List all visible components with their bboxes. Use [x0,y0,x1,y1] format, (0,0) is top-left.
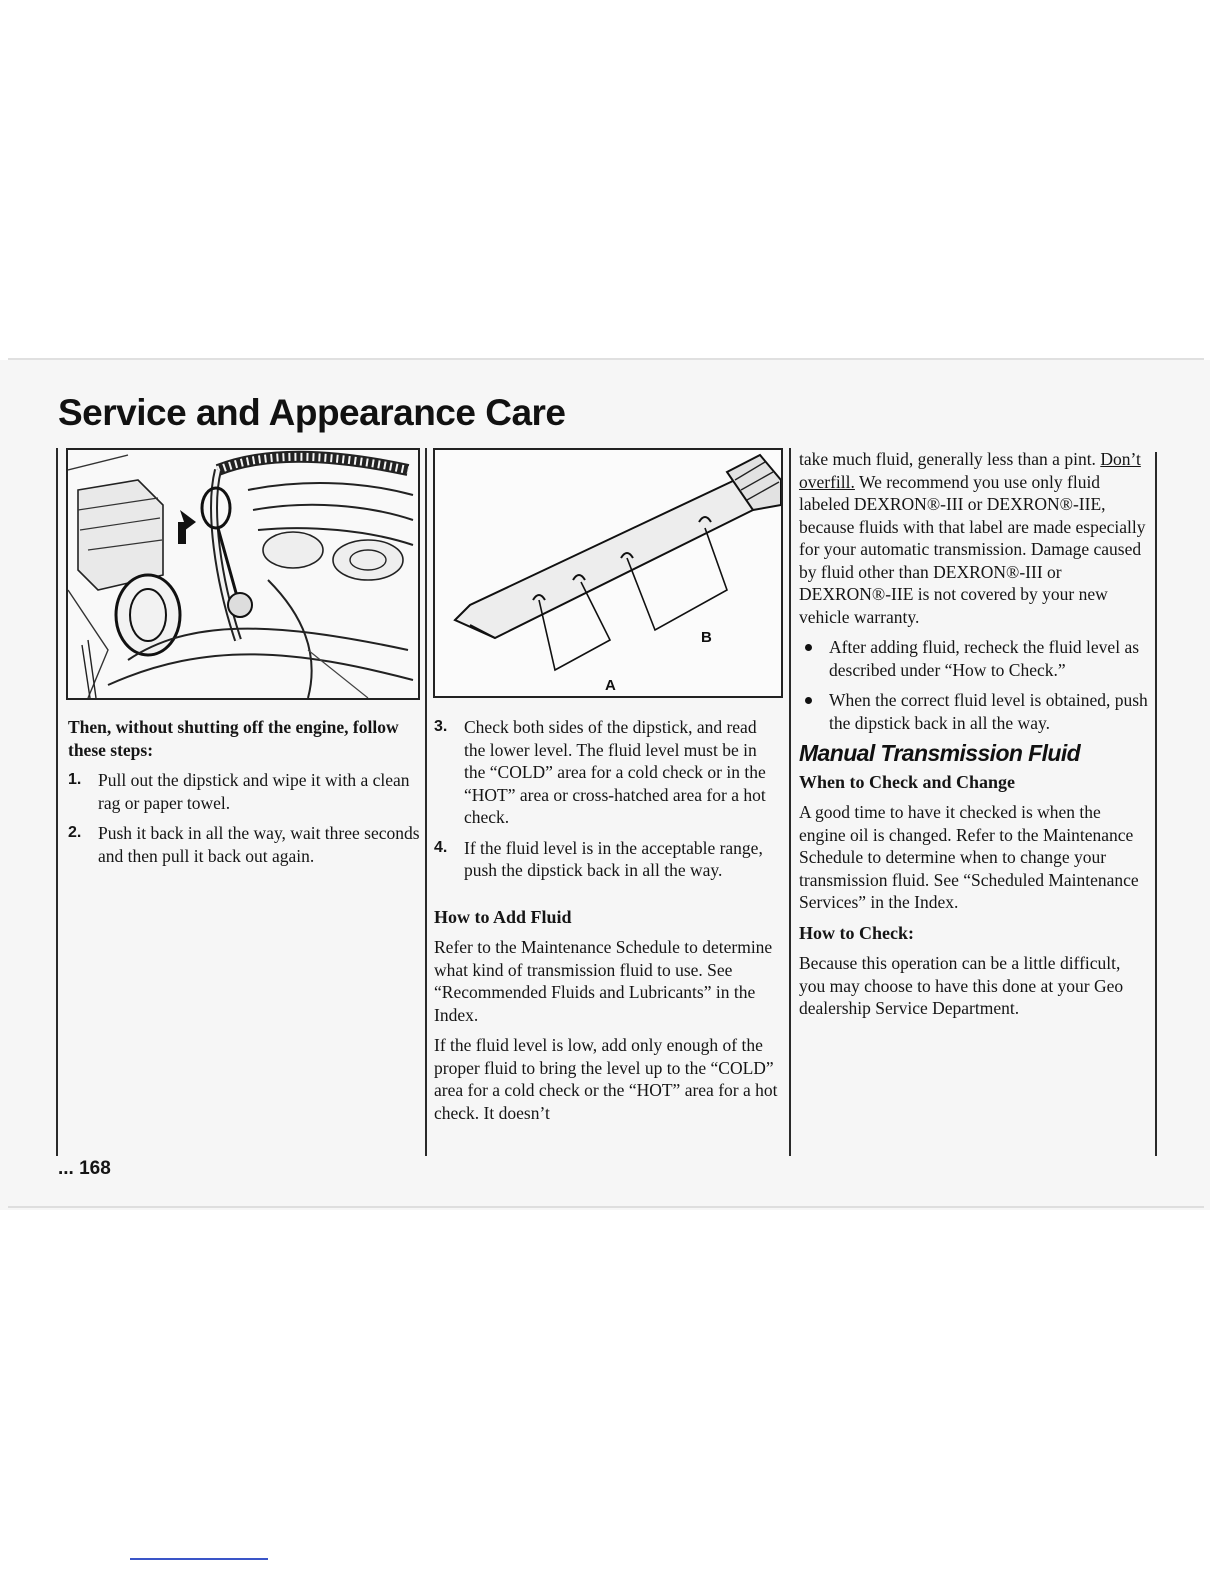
steps-list-middle [434,716,780,882]
step-text: If the fluid level is in the acceptable range, push the dipstick back in all the way. [464,837,763,880]
page-title: Service and Appearance Care [58,392,566,433]
bottom-divider [8,1206,1204,1208]
page-number: ... 168 [58,1158,111,1179]
step-number: 4. [434,838,448,856]
callout-a-label: A [605,677,616,694]
paragraph-rest: We recommend you use only fluid labeled DEXRON®-III or DEXRON®-IIE, because fluids with that label are made especially for your automatic transmission. Damage caused by fluid other than DEXRON®-III or DEXRON®-IIE is not covered by your new vehicle warranty. [799,471,1146,627]
step-text: Push it back in all the way, wait three seconds and then pull it back out again. [98,823,420,866]
how-to-check-paragraph: Because this operation can be a little difficult, you may choose to have this done at your Geo dealership Service Department. [799,953,1124,1018]
fluid-warning-paragraph [799,448,1149,628]
step-number: 3. [434,718,448,735]
bullet-item [799,689,1149,734]
step-3 [434,716,780,829]
how-to-add-fluid-heading: How to Add Fluid [434,906,572,927]
dont-overfill-warning: Don’t overfill. [799,449,1141,492]
step-1 [68,769,420,814]
top-divider [8,358,1204,360]
dipstick-level-illustration [433,448,783,698]
column-rule-right [789,448,791,1156]
scan-artifact-line [130,1558,268,1560]
how-to-add-paragraph-1: Refer to the Maintenance Schedule to determine what kind of transmission fluid to use. See “Recommended Fluids and Lubricants” in the Index. [434,937,773,1025]
column-rule-middle [425,448,427,1156]
right-column [799,448,1149,1028]
left-column [68,716,420,875]
steps-intro: Then, without shutting off the engine, follow these steps: [68,717,399,760]
how-to-add-paragraph-2: If the fluid level is low, add only enough of the proper fluid to bring the level up to the “COLD” area for a cold check or the “HOT” area for a hot check. It doesn’t [434,1035,778,1123]
step-text: Pull out the dipstick and wipe it with a clean rag or paper towel. [98,770,410,813]
bullet-text: When the correct fluid level is obtained, push the dipstick back in all the way. [829,690,1148,733]
callout-b-label: B [701,629,712,646]
middle-column [434,716,780,1132]
when-to-check-heading: When to Check and Change [799,771,1016,792]
column-rule-outer [1155,452,1157,1156]
how-to-check-heading: How to Check: [799,922,914,943]
when-to-check-paragraph: A good time to have it checked is when the engine oil is changed. Refer to the Maintenance Schedule to determine when to change your transmission fluid. See “Scheduled Maintenance Services” in the Index. [799,802,1139,912]
step-number: 1. [68,771,82,788]
step-4 [434,837,780,882]
bullet-icon [805,644,812,651]
bullet-list [799,636,1149,734]
paragraph-start: take much fluid, generally less than a pint. [799,449,1101,469]
step-2 [68,822,420,867]
steps-list-left [68,769,420,867]
step-text: Check both sides of the dipstick, and read the lower level. The fluid level must be in the “COLD” area for a cold check or in the “HOT” area or cross-hatched area for a hot check. [464,717,766,827]
bullet-text: After adding fluid, recheck the fluid level as described under “How to Check.” [829,637,1140,680]
bullet-icon [805,697,812,704]
step-number: 2. [68,824,82,841]
section-title-manual-transmission: Manual Transmission Fluid [799,740,1081,766]
column-rule-left [56,448,58,1156]
engine-dipstick-illustration [66,448,420,700]
bullet-item [799,636,1149,681]
